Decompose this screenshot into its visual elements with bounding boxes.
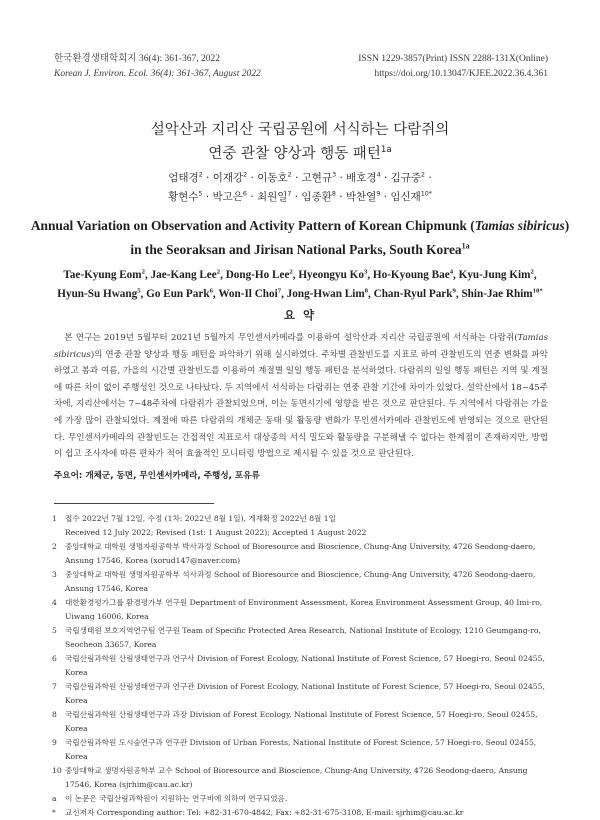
footnote: 3 중앙대학교 대학원 생명자원공학부 석사과정 School of Bioresource and Bioscience, Chung-Ang University, 4726 Seodong-daero, Ansung 17546, Korea: [52, 570, 536, 593]
author: Kyu-Jung Kim$^2$,: [458, 268, 537, 281]
author: Ho-Kyoung Bae$^4$,: [372, 268, 459, 281]
footnote: 5 국립생태원 보호지역연구팀 연구원 Team of Specific Protected Area Research, National Institute of Ecology, 1210 Geumgang-ro, Seocheon 33657, Korea: [52, 626, 541, 649]
author: Jong-Hwan Lim$^8$,: [286, 287, 374, 300]
footnote: 4 대한환경평가그룹 환경평가부 연구원 Department of Environment Assessment, Korea Environment Assessment Group, 40 Imi-ro, Uiwang 16006, Korea: [52, 598, 543, 621]
author: 배호경$^4$ ·: [346, 171, 391, 184]
korean-title: [0, 118, 600, 166]
footnote: 2 중앙대학교 대학원 생명자원공학부 박사과정 School of Bioresource and Bioscience, Chung-Ang University, 4726 Seodong-daero, Ansung 17546, Korea (xorud147@naver.com): [52, 542, 536, 565]
korean-author-line2: [0, 188, 600, 207]
doi-link[interactable]: https://doi.org/10.13047/KJEE.2022.36.4.361: [374, 69, 548, 79]
author: Hyun-Su Hwang$^5$,: [57, 287, 147, 300]
korean-author-list: [0, 169, 600, 207]
journal-name-korean: 한국환경생태학회지 36(4): 361-367, 2022: [54, 54, 220, 64]
english-author-list: [40, 266, 560, 304]
footnotes: [52, 512, 552, 820]
footnote: 7 국립산림과학원 산림생태연구과 연구관 Division of Forest Ecology, National Institute of Forest Science, 57 Hoegi-ro, Seoul 02455, Korea: [52, 682, 545, 705]
author: 최원일$^7$ ·: [256, 190, 302, 203]
korean-title-line2: 연중 관찰 양상과 행동 패턴$^{1a}$: [208, 145, 392, 162]
author: Jae-Kang Lee$^2$,: [150, 268, 226, 281]
author: Won-Il Choi$^7$,: [218, 287, 287, 300]
footnote: 6 국립산림과학원 산림생태연구과 연구사 Division of Forest Ecology, National Institute of Forest Science, 57 Hoegi-ro, Seoul 02455, Korea: [52, 654, 545, 677]
english-author-line2: [40, 285, 560, 304]
footnote: 8 국립산림과학원 산림생태연구과 과장 Division of Forest Ecology, National Institute of Forest Science, 57 Hoegi-ro, Seoul 02455, Korea: [52, 710, 538, 733]
author: 황현수$^5$ ·: [168, 190, 213, 203]
english-title-line1: Annual Variation on Observation and Activity Pattern of Korean Chipmunk (Tamias sibiricus): [30, 218, 570, 233]
author: Tae-Kyung Eom$^2$,: [63, 268, 151, 281]
english-title: [0, 214, 600, 262]
author: 이재강$^2$ ·: [212, 171, 258, 184]
author: 임종환$^8$ ·: [301, 190, 346, 203]
keywords: 주요어: 개체군, 동면, 무인센서카메라, 주행성, 포유류: [54, 471, 260, 481]
author: Go Eun Park$^6$,: [146, 287, 219, 300]
journal-name-english: Korean J. Environ. Ecol. 36(4): 361-367, August 2022: [54, 69, 261, 79]
korean-author-line1: [0, 169, 600, 188]
author: 고현규$^3$ ·: [301, 171, 347, 184]
summary-heading: 요 약: [283, 308, 317, 322]
author: 김규중$^2$ ·: [390, 171, 432, 184]
issn-doi-block: [358, 52, 548, 82]
author: Hyeongyu Ko$^3$,: [298, 268, 373, 281]
author: Chan-Ryul Park$^9$,: [373, 287, 462, 300]
author: 박고은$^6$ ·: [212, 190, 257, 203]
footnote-divider: [54, 503, 214, 504]
footnote: a 이 논문은 국립산림과학원이 지원하는 연구비에 의하여 연구되었음.: [52, 794, 288, 803]
footnote: 10 중앙대학교 생명자원공학부 교수 School of Bioresource and Bioscience, Chung-Ang University, 4726 Seodong-daero, Ansung 17546, Korea (sjrhim@cau.ac.kr): [52, 766, 528, 789]
author: Shin-Jae Rhim$^{10*}$: [461, 287, 543, 300]
korean-title-line1: 설악산과 지리산 국립공원에 서식하는 다람쥐의: [150, 122, 450, 138]
footnote: 1 접수 2022년 7월 12일, 수정 (1차: 2022년 8월 1일), 게재확정 2022년 8월 1일 Received 12 July 2022; Revised (1st: 1 August 2022); Accepted 1 August 2022: [52, 514, 367, 537]
footnote: * 교신저자 Corresponding author: Tel: +82-31-670-4842, Fax: +82-31-675-3108, E-mail: sjrhim@cau.ac.kr: [52, 808, 464, 817]
issn: ISSN 1229-3857(Print) ISSN 2288-131X(Online): [358, 54, 548, 64]
footnote: 9 국립산림과학원 도시숲연구과 연구관 Division of Urban Forests, National Institute of Forest Science, 57 Hoegi-ro, Seoul 02455, Korea: [52, 738, 537, 761]
author: 엄태경$^2$ ·: [168, 171, 213, 184]
summary-body: 본 연구는 2019년 5월부터 2021년 5월까지 무인센서카메라를 이용하여 설악산과 지리산 국립공원에 서식하는 다람쥐(Tamias sibiricus)의 연중 관찰 양상과 행동 패턴을 파악하기 위해 실시하였다. 주차별 관찰빈도를 지표로 하여 관찰빈도의 연중 변화를 파악하였고 봄과 여름, 가을의 시간별 관찰빈도를 이용하여 계절별 일일 행동 패턴을 분석하였다. 다람쥐의 일일 행동 패턴은 지역 및 계절에 따른 차이 없이 주행성인 것으로 나타났다. 두 지역에서 서식하는 다람쥐는 연중 관찰 기간에 차이가 있었다. 설악산에서 18~45주차에, 지리산에서는 7~48주차에 다람쥐가 관찰되었으며, 이는 동면시기에 영향을 받은 것으로 판단된다. 두 지역에서 다람쥐는 가을에 가장 많이 관찰되었다. 계절에 따른 다람쥐의 개체군 동태 및 활동량 변화가 무인센서카메라 관찰빈도에 반영되는 것으로 판단된다. 무인센서카메라의 관찰빈도는 간접적인 지표로서 대상종의 서식 밀도와 활동량을 구분해낼 수 없다는 한계점이 존재하지만, 방법이 쉽고 조사자에 따른 편차가 적어 효율적인 모니터링 방법으로 제시될 수 있을 것으로 판단된다.: [54, 333, 548, 460]
english-title-line2: in the Seoraksan and Jirisan National Parks, South Korea$^{1a}$: [130, 241, 470, 257]
english-author-line1: [40, 266, 560, 285]
journal-citation: [54, 52, 261, 82]
author: Dong-Ho Lee$^2$,: [225, 268, 299, 281]
author: 이동호$^2$ ·: [257, 171, 302, 184]
author: 임신재$^{10*}$: [390, 190, 432, 203]
author: 박찬열$^9$ ·: [345, 190, 391, 203]
